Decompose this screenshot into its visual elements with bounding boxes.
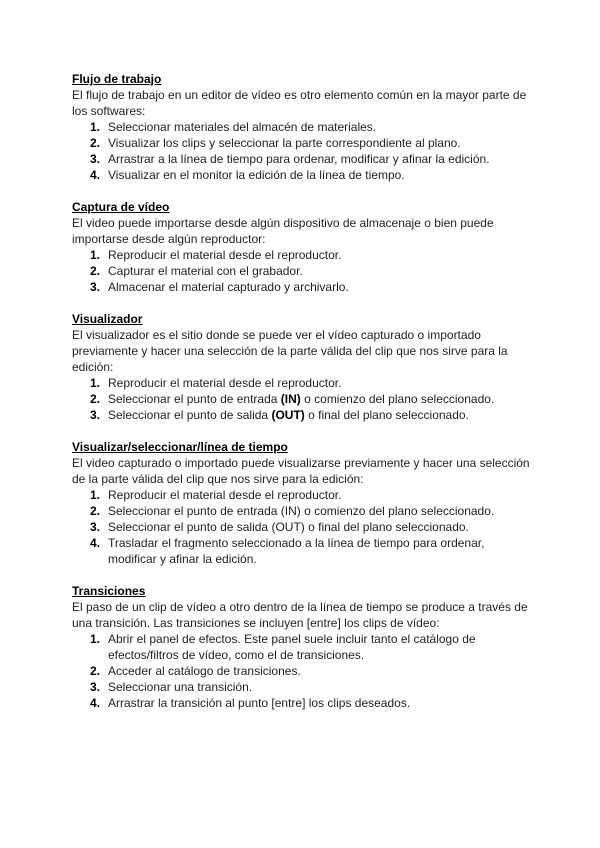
list-number: 3.: [90, 520, 101, 534]
list-item-text: [108, 408, 469, 422]
section-intro: El video capturado o importado puede visualizarse previamente y hacer una selección de la parte válida del clip que nos sirve para la edición:: [72, 456, 530, 486]
list-item-text-pre: Seleccionar el punto de salida: [108, 408, 272, 422]
list-item-text-pre: Seleccionar el punto de entrada: [108, 392, 281, 406]
list-item: [72, 535, 532, 567]
list-item-text: Capturar el material con el grabador.: [108, 264, 303, 278]
numbered-list: [72, 375, 532, 423]
list-item-text: Reproducir el material desde el reproductor.: [108, 488, 342, 502]
list-item: [72, 695, 532, 711]
list-item: [72, 119, 532, 135]
list-number: 3.: [90, 680, 101, 694]
list-item: [72, 519, 532, 535]
list-item-text: Arrastrar la transición al punto [entre] los clips deseados.: [108, 696, 411, 710]
list-item: [72, 391, 532, 407]
list-item: [72, 151, 532, 167]
numbered-list: [72, 247, 532, 295]
section-intro: El video puede importarse desde algún dispositivo de almacenaje o bien puede importarse desde algún reproductor:: [72, 216, 494, 246]
list-item: [72, 135, 532, 151]
section-heading: Flujo de trabajo: [72, 72, 162, 86]
section-intro: El visualizador es el sitio donde se puede ver el vídeo capturado o importado previamente y hacer una selección de la parte válida del clip que nos sirve para la edición:: [72, 328, 508, 374]
section-heading: Visualizador: [72, 312, 143, 326]
list-item-text: Arrastrar a la línea de tiempo para ordenar, modificar y afinar la edición.: [108, 152, 490, 166]
list-item: [72, 247, 532, 263]
section-transiciones: [72, 583, 532, 711]
list-number: 1.: [90, 120, 101, 134]
list-item-text: Reproducir el material desde el reproductor.: [108, 248, 342, 262]
list-item-text: Reproducir el material desde el reproductor.: [108, 376, 342, 390]
list-item-text: Visualizar en el monitor la edición de la línea de tiempo.: [108, 168, 405, 182]
list-item-text-post: o comienzo del plano seleccionado.: [300, 392, 495, 406]
list-number: 2.: [90, 264, 101, 278]
list-item-text: Seleccionar el punto de entrada (IN) o comienzo del plano seleccionado.: [108, 504, 495, 518]
list-item-text-bold: (OUT): [271, 408, 305, 422]
section-captura-de-video: [72, 199, 532, 295]
section-heading: Visualizar/seleccionar/línea de tiempo: [72, 440, 288, 454]
list-number: 1.: [90, 488, 101, 502]
section-heading: Captura de vídeo: [72, 200, 170, 214]
list-item: [72, 407, 532, 423]
list-item: [72, 679, 532, 695]
section-intro: El paso de un clip de vídeo a otro dentro de la línea de tiempo se produce a través de una transición. Las transiciones se incluyen [entre] los clips de vídeo:: [72, 600, 528, 630]
list-number: 3.: [90, 280, 101, 294]
list-number: 2.: [90, 392, 101, 406]
numbered-list: [72, 631, 532, 711]
list-item-text: [108, 392, 494, 406]
list-item-text: Trasladar el fragmento seleccionado a la línea de tiempo para ordenar, modificar y afinar la edición.: [108, 536, 485, 566]
list-item-text: Seleccionar una transición.: [108, 680, 253, 694]
list-number: 4.: [90, 696, 101, 710]
list-number: 2.: [90, 504, 101, 518]
list-item: [72, 279, 532, 295]
section-heading: Transiciones: [72, 584, 146, 598]
section-visualizar-seleccionar-linea: [72, 439, 532, 567]
numbered-list: [72, 119, 532, 183]
list-item: [72, 263, 532, 279]
section-intro: El flujo de trabajo en un editor de vídeo es otro elemento común en la mayor parte de los softwares:: [72, 88, 527, 118]
document-page: [72, 71, 532, 727]
section-flujo-de-trabajo: [72, 71, 532, 183]
list-number: 2.: [90, 136, 101, 150]
list-item-text: Almacenar el material capturado y archivarlo.: [108, 280, 349, 294]
list-number: 1.: [90, 632, 101, 646]
list-item-text: Abrir el panel de efectos. Este panel suele incluir tanto el catálogo de efectos/filtros de vídeo, como el de transiciones.: [108, 632, 476, 662]
list-item-text: Visualizar los clips y seleccionar la parte correspondiente al plano.: [108, 136, 461, 150]
list-number: 3.: [90, 408, 101, 422]
list-item: [72, 631, 532, 663]
list-number: 4.: [90, 536, 101, 550]
list-number: 1.: [90, 376, 101, 390]
list-number: 3.: [90, 152, 101, 166]
list-number: 2.: [90, 664, 101, 678]
list-number: 4.: [90, 168, 101, 182]
list-item-text-bold: (IN): [280, 392, 301, 406]
list-item-text: Seleccionar el punto de salida (OUT) o final del plano seleccionado.: [108, 520, 469, 534]
list-item: [72, 663, 532, 679]
list-number: 1.: [90, 248, 101, 262]
section-visualizador: [72, 311, 532, 423]
list-item-text-post: o final del plano seleccionado.: [304, 408, 469, 422]
list-item: [72, 167, 532, 183]
list-item: [72, 375, 532, 391]
list-item: [72, 503, 532, 519]
list-item-text: Seleccionar materiales del almacén de materiales.: [108, 120, 377, 134]
list-item: [72, 487, 532, 503]
list-item-text: Acceder al catálogo de transiciones.: [108, 664, 301, 678]
numbered-list: [72, 487, 532, 567]
